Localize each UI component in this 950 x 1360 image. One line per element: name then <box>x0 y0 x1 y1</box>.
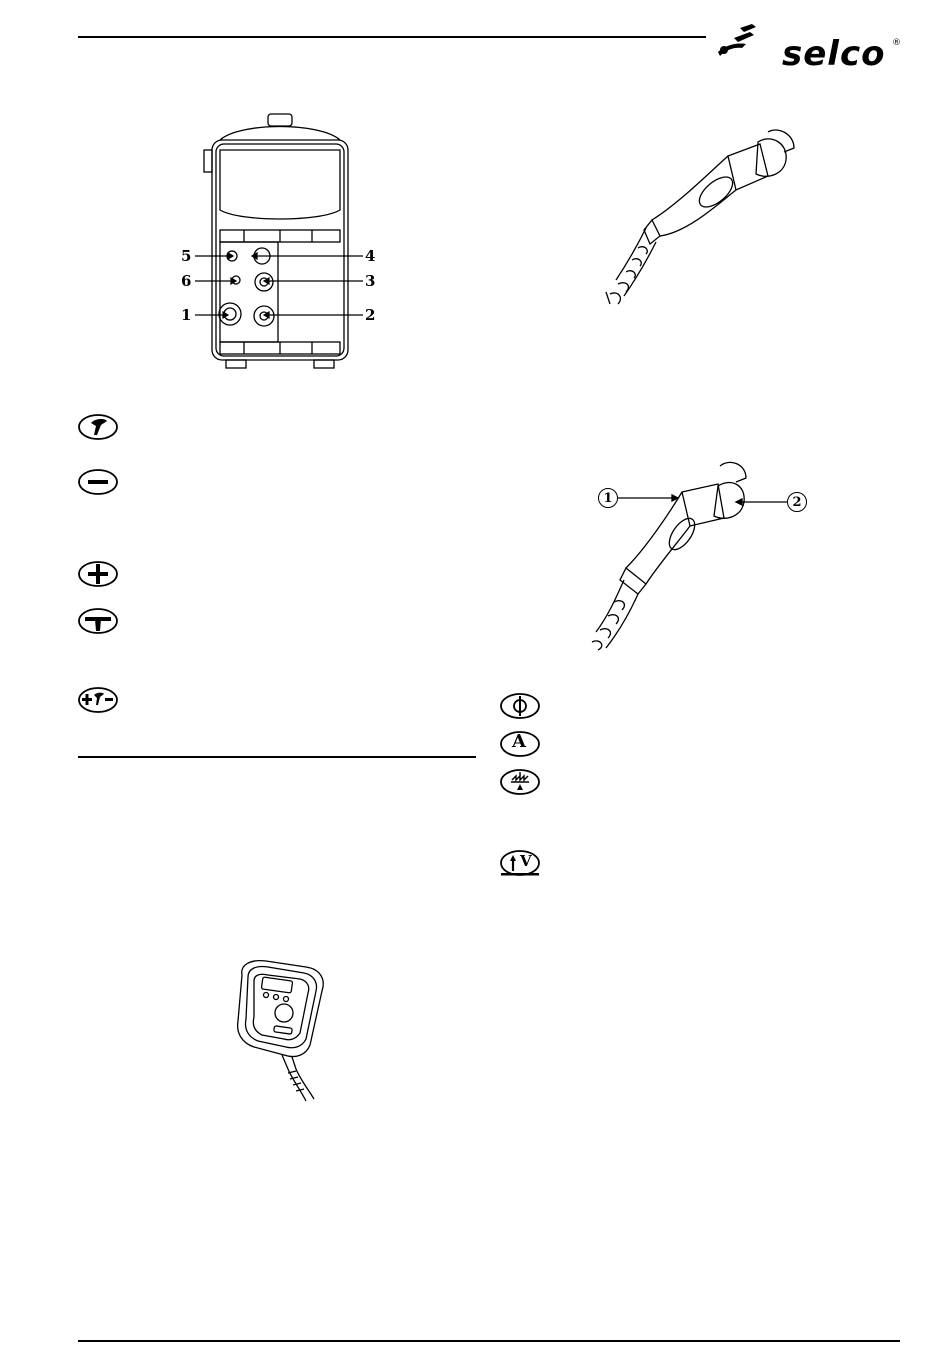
torch-connector-icon <box>77 413 119 441</box>
wire-diameter-icon <box>499 692 541 720</box>
section-rule <box>78 756 476 758</box>
rear-callout-5: 5 <box>181 247 192 265</box>
rear-callout-1: 1 <box>181 306 192 324</box>
earth-cable-icon <box>77 607 119 635</box>
logo-text: selco <box>782 34 886 74</box>
torch-callout-2: 2 <box>787 492 807 512</box>
negative-terminal-icon <box>77 468 119 496</box>
torch-callout-leaders <box>618 490 818 510</box>
logo-swoosh-icon <box>712 20 782 60</box>
footer-rule <box>78 1340 900 1342</box>
torch-callout-1: 1 <box>598 488 618 508</box>
voltage-icon-letter: V <box>520 852 532 870</box>
polarity-change-icon <box>77 686 119 714</box>
rear-callout-4: 4 <box>365 247 376 265</box>
inductance-icon <box>499 768 541 796</box>
current-icon-letter: A <box>512 731 526 752</box>
rear-callout-6: 6 <box>181 272 192 290</box>
rear-callout-2: 2 <box>365 306 376 324</box>
header-rule <box>78 36 706 38</box>
mig-torch-callout-drawing <box>586 452 806 662</box>
registered-mark: ® <box>892 38 901 48</box>
remote-control-drawing <box>230 955 340 1105</box>
positive-terminal-icon <box>77 560 119 588</box>
machine-rear-panel-drawing <box>200 110 360 370</box>
mig-torch-drawing <box>598 104 818 324</box>
rear-callout-3: 3 <box>365 272 376 290</box>
rear-callout-leaders <box>195 250 395 330</box>
